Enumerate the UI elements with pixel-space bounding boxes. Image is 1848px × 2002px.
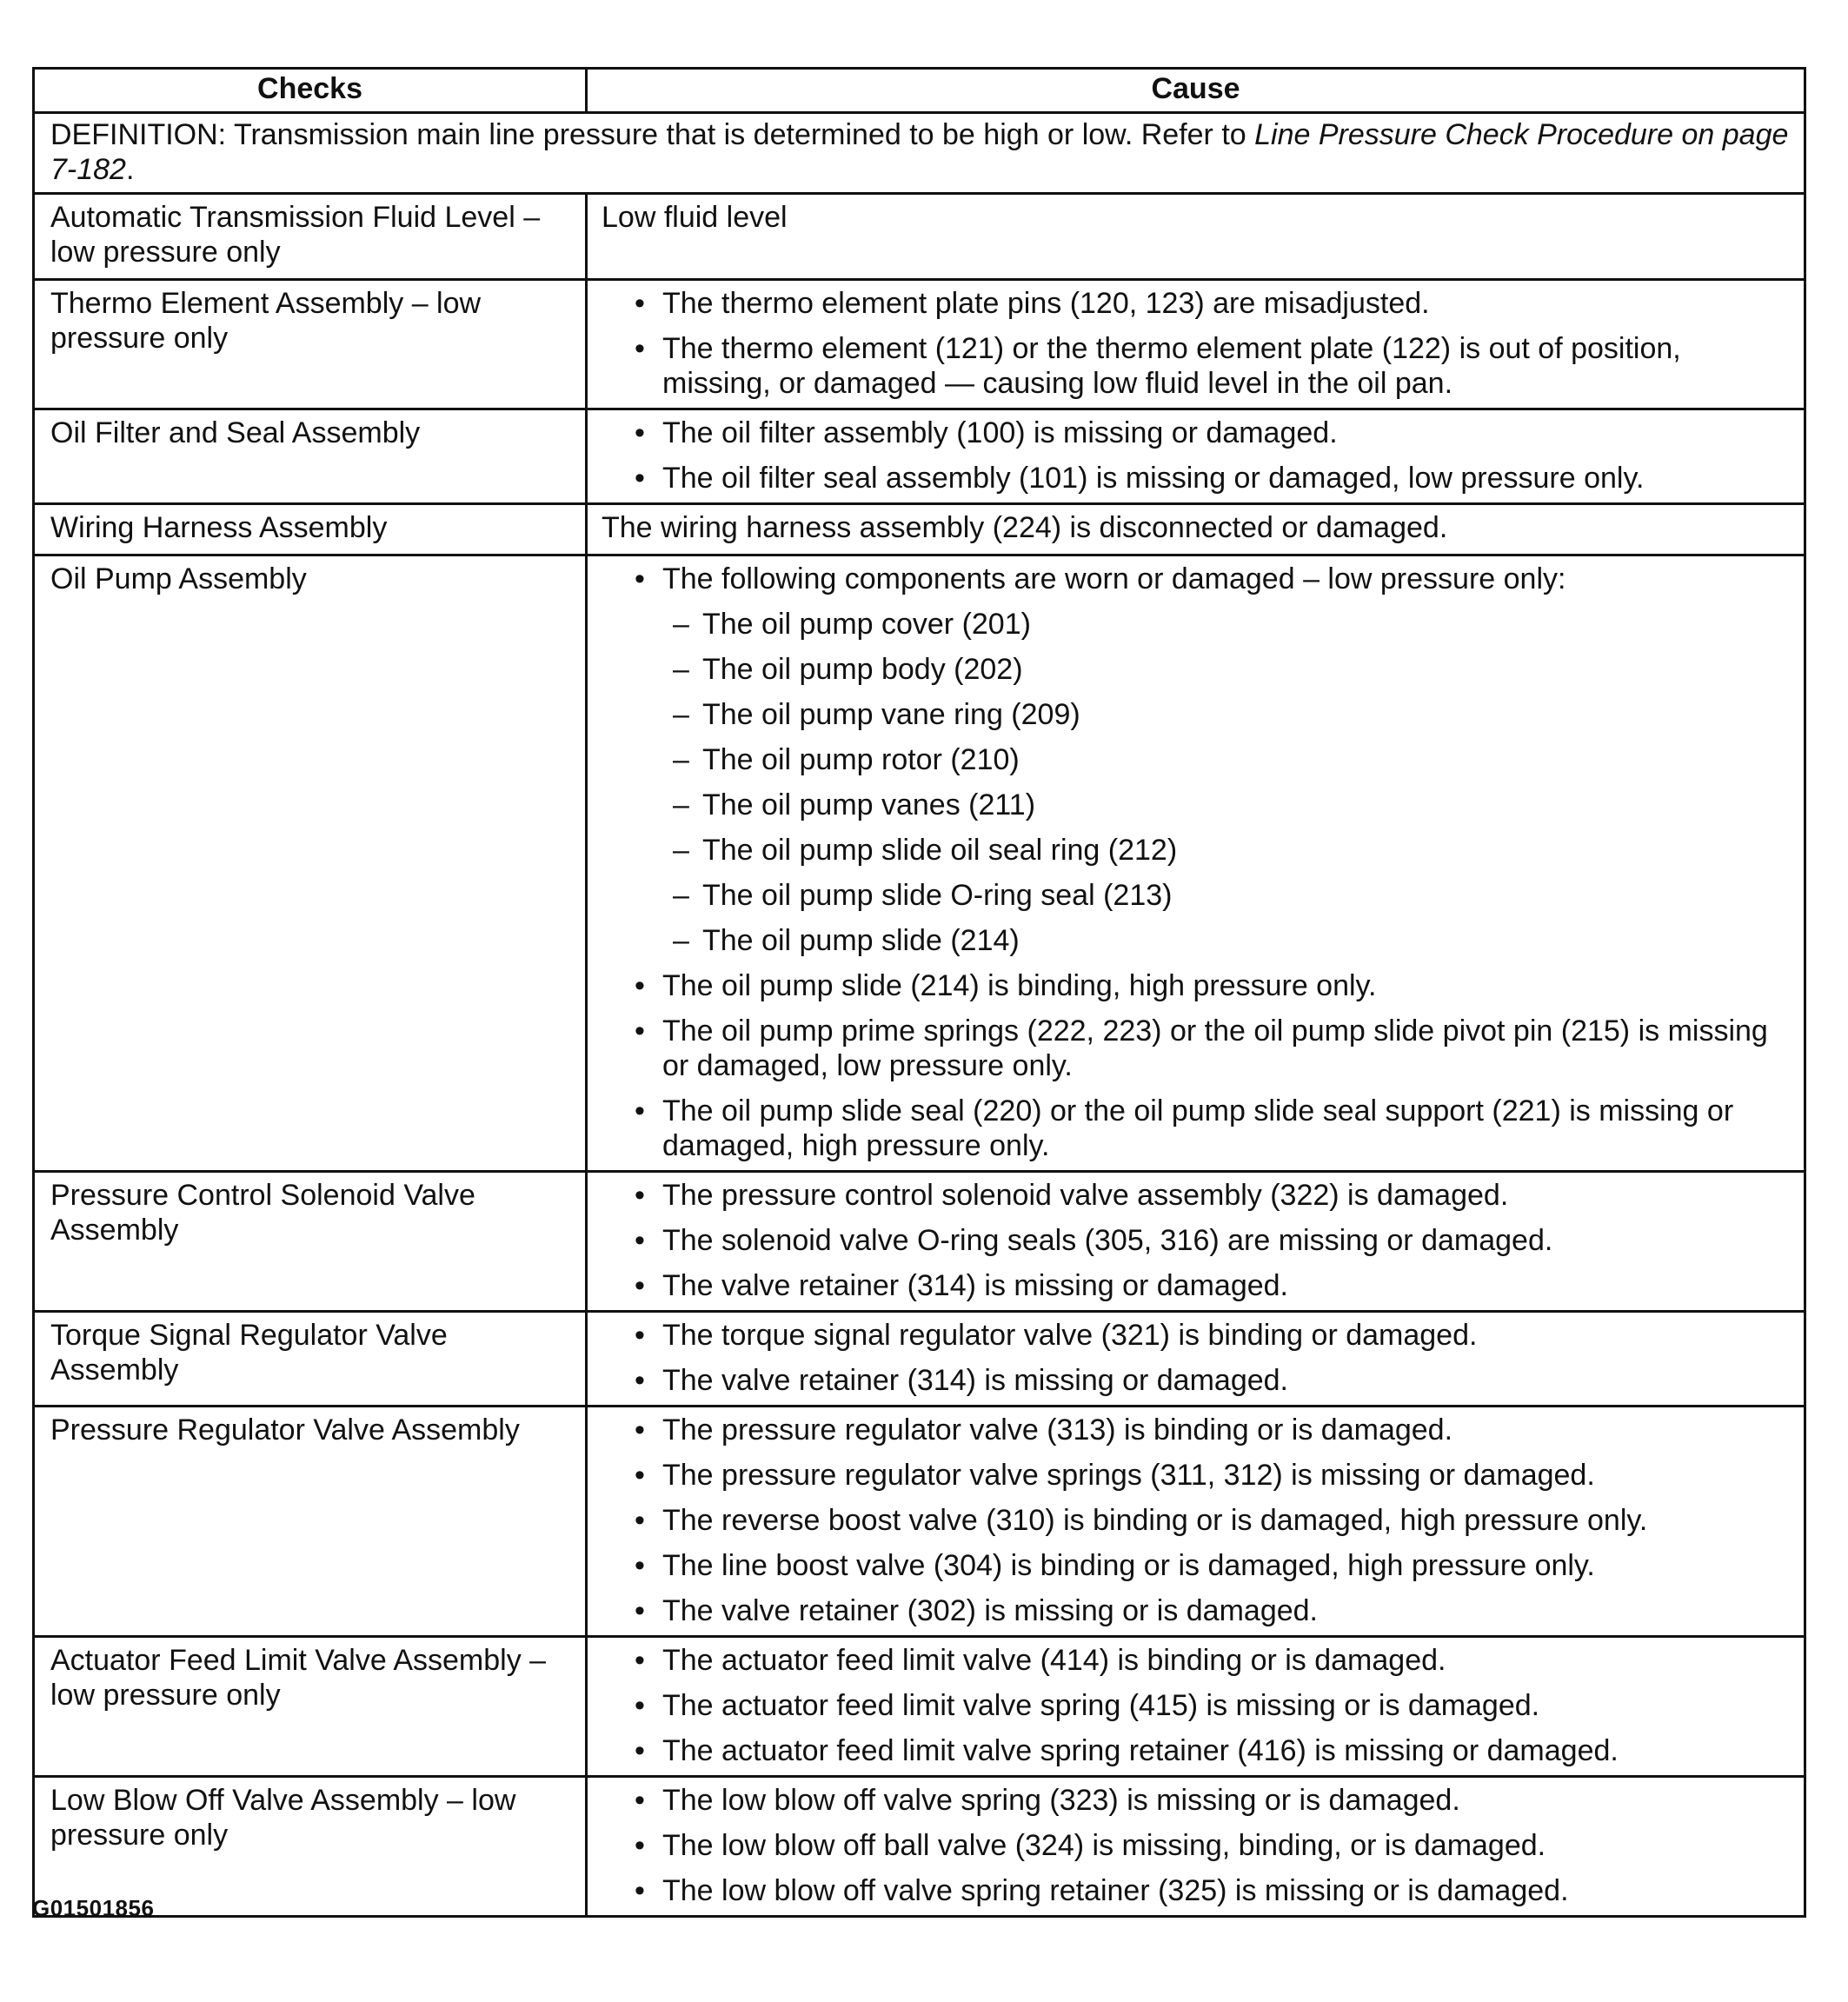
cause-bullet-text: The pressure regulator valve (313) is binding or is damaged. [662, 1413, 1453, 1447]
check-cell: Automatic Transmission Fluid Level – low pressure only [34, 194, 587, 280]
cause-bullet-list [602, 562, 1791, 1163]
cause-bullet-text: The oil pump slide seal (220) or the oil pump slide seal support (221) is missing or damaged, high pressure only. [662, 1094, 1734, 1162]
cause-cell [587, 1312, 1805, 1407]
cause-bullet [631, 1318, 1791, 1353]
cause-cell [587, 409, 1805, 504]
cause-bullet [631, 1503, 1791, 1538]
cause-bullet [631, 1014, 1791, 1083]
cause-bullet-text: The low blow off valve spring retainer (325) is missing or is damaged. [662, 1874, 1569, 1907]
cause-bullet-text: The solenoid valve O-ring seals (305, 316) are missing or damaged. [662, 1224, 1553, 1257]
cause-cell [587, 1777, 1805, 1917]
component-sub-item: – The oil pump slide (214) [673, 923, 1791, 958]
cause-bullet-text: The actuator feed limit valve (414) is binding or is damaged. [662, 1644, 1446, 1677]
header-cause: Cause [587, 69, 1805, 113]
figure-id: G01501856 [32, 1895, 155, 1921]
cause-bullet [631, 1363, 1791, 1398]
cause-bullet [631, 1094, 1791, 1163]
cause-bullet-text: The torque signal regulator valve (321) is binding or damaged. [662, 1319, 1478, 1352]
component-sub-item: – The oil pump slide oil seal ring (212) [673, 833, 1791, 868]
cause-bullet-list [602, 1318, 1791, 1398]
cause-bullet-list [602, 286, 1791, 401]
cause-bullet [631, 1413, 1791, 1447]
cause-cell [587, 555, 1805, 1172]
definition-end: . [125, 153, 135, 186]
cause-bullet-text: The valve retainer (314) is missing or damaged. [662, 1269, 1288, 1302]
table-row [34, 280, 1805, 409]
check-cell: Actuator Feed Limit Valve Assembly – low pressure only [34, 1637, 587, 1777]
cause-bullet [631, 1873, 1791, 1908]
cause-bullet [631, 1783, 1791, 1818]
cause-bullet-text: The oil pump prime springs (222, 223) or the oil pump slide pivot pin (215) is missing or damaged, low pressure only. [662, 1014, 1768, 1082]
component-sub-item: – The oil pump slide O-ring seal (213) [673, 878, 1791, 913]
check-cell: Low Blow Off Valve Assembly – low pressure only [34, 1777, 587, 1917]
cause-bullet-list [602, 416, 1791, 496]
definition-row [34, 113, 1805, 194]
component-sub-item: – The oil pump vanes (211) [673, 788, 1791, 822]
check-cell: Pressure Control Solenoid Valve Assembly [34, 1172, 587, 1312]
cause-bullet-text: The valve retainer (314) is missing or damaged. [662, 1364, 1288, 1397]
component-sub-item: – The oil pump body (202) [673, 652, 1791, 687]
cause-text: Low fluid level [602, 201, 788, 234]
cause-bullet-text: The oil pump slide (214) is binding, high pressure only. [662, 969, 1377, 1002]
cause-bullet [631, 1643, 1791, 1678]
cause-bullet [631, 1733, 1791, 1768]
table-row [34, 1777, 1805, 1917]
cause-cell [587, 1172, 1805, 1312]
cause-bullet-text: The actuator feed limit valve spring retainer (416) is missing or damaged. [662, 1734, 1619, 1767]
cause-bullet-text: The thermo element (121) or the thermo element plate (122) is out of position, missing, or damaged — causing low fluid level in the oil pan. [662, 332, 1681, 400]
cause-bullet-text: The oil filter assembly (100) is missing or damaged. [662, 416, 1338, 449]
table-row [34, 1407, 1805, 1637]
cause-bullet [631, 1828, 1791, 1863]
component-sub-item: – The oil pump cover (201) [673, 607, 1791, 642]
cause-bullet [631, 1268, 1791, 1303]
cause-bullet-list [602, 1643, 1791, 1768]
definition-cell [34, 113, 1805, 194]
checks-cause-table [32, 67, 1806, 1918]
cause-bullet-list [602, 1783, 1791, 1908]
cause-bullet [631, 1458, 1791, 1493]
cause-bullet-text: The thermo element plate pins (120, 123) are misadjusted. [662, 287, 1430, 320]
cause-bullet [631, 1688, 1791, 1723]
cause-bullet [631, 416, 1791, 450]
cause-cell [587, 194, 1805, 280]
cause-bullet-text: The following components are worn or damaged – low pressure only: [662, 562, 1566, 595]
cause-bullet-list [602, 1413, 1791, 1628]
check-cell: Oil Filter and Seal Assembly [34, 409, 587, 504]
definition-text: DEFINITION: Transmission main line pressure that is determined to be high or low. Refer to [50, 118, 1255, 151]
table-row [34, 555, 1805, 1172]
component-sub-item: – The oil pump rotor (210) [673, 742, 1791, 777]
definition-reference: Line Pressure Check Procedure on page 7-182 [50, 118, 1789, 186]
cause-bullet [631, 1223, 1791, 1258]
table-row [34, 1312, 1805, 1407]
table-row [34, 1637, 1805, 1777]
cause-bullet [631, 286, 1791, 321]
cause-bullet [631, 1593, 1791, 1628]
component-sub-list [662, 607, 1791, 958]
table-row [34, 1172, 1805, 1312]
check-cell: Thermo Element Assembly – low pressure only [34, 280, 587, 409]
table-body [34, 113, 1805, 1917]
table-row [34, 194, 1805, 280]
component-sub-item: – The oil pump vane ring (209) [673, 697, 1791, 732]
cause-bullet [631, 968, 1791, 1003]
cause-cell [587, 1637, 1805, 1777]
header-checks: Checks [34, 69, 587, 113]
cause-cell [587, 280, 1805, 409]
cause-bullet-text: The line boost valve (304) is binding or is damaged, high pressure only. [662, 1549, 1595, 1582]
check-cell: Torque Signal Regulator Valve Assembly [34, 1312, 587, 1407]
cause-bullet-text: The actuator feed limit valve spring (415) is missing or is damaged. [662, 1689, 1540, 1722]
cause-text: The wiring harness assembly (224) is disconnected or damaged. [602, 511, 1448, 544]
cause-cell [587, 504, 1805, 555]
cause-bullet-list [602, 1178, 1791, 1303]
cause-bullet [631, 1178, 1791, 1213]
cause-bullet-text: The pressure regulator valve springs (311, 312) is missing or damaged. [662, 1459, 1595, 1492]
cause-bullet-text: The valve retainer (302) is missing or is damaged. [662, 1594, 1318, 1627]
header-row [34, 69, 1805, 113]
cause-bullet [631, 1548, 1791, 1583]
check-cell: Oil Pump Assembly [34, 555, 587, 1172]
table-row [34, 504, 1805, 555]
check-cell: Wiring Harness Assembly [34, 504, 587, 555]
cause-bullet [631, 461, 1791, 496]
cause-bullet [631, 562, 1791, 958]
cause-bullet-text: The low blow off valve spring (323) is missing or is damaged. [662, 1784, 1460, 1817]
cause-cell [587, 1407, 1805, 1637]
cause-bullet-text: The pressure control solenoid valve assembly (322) is damaged. [662, 1179, 1509, 1212]
table-row [34, 409, 1805, 504]
check-cell: Pressure Regulator Valve Assembly [34, 1407, 587, 1637]
cause-bullet-text: The low blow off ball valve (324) is missing, binding, or is damaged. [662, 1829, 1546, 1862]
cause-bullet-text: The reverse boost valve (310) is binding or is damaged, high pressure only. [662, 1504, 1648, 1537]
cause-bullet [631, 331, 1791, 401]
cause-bullet-text: The oil filter seal assembly (101) is missing or damaged, low pressure only. [662, 462, 1645, 495]
